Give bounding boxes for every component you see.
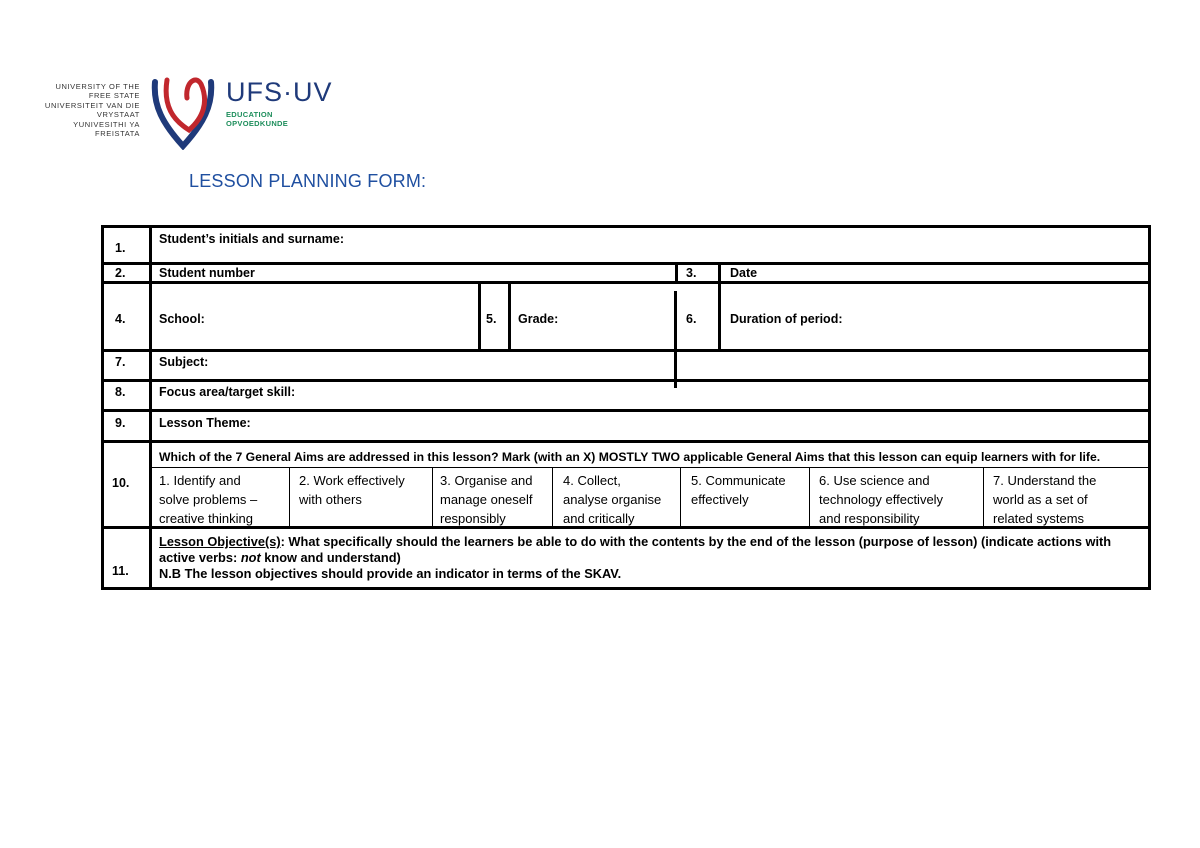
brand-sub-line: OPVOEDKUNDE — [226, 119, 289, 128]
university-name — [30, 82, 140, 138]
lesson-objectives-tail: know and understand) — [260, 550, 401, 565]
aim-option-1[interactable]: 1. Identify and solve problems – creative thinking — [159, 473, 258, 526]
row-number: 9. — [115, 416, 126, 430]
subject-label: Subject: — [159, 355, 209, 369]
university-line: UNIVERSITY OF THE — [55, 82, 140, 91]
date-label: Date — [730, 266, 758, 280]
duration-label: Duration of period: — [730, 312, 843, 326]
row-number: 4. — [115, 312, 126, 326]
aim-option-3[interactable]: 3. Organise and manage oneself responsibly — [440, 473, 533, 526]
aim-option-5[interactable]: 5. Communicate effectively — [691, 473, 786, 507]
lesson-theme-field[interactable] — [264, 413, 1144, 439]
lesson-theme-label: Lesson Theme: — [159, 416, 251, 430]
subject-field[interactable] — [224, 353, 1144, 379]
row-number: 11. — [112, 564, 129, 578]
grade-label: Grade: — [518, 312, 559, 326]
date-field[interactable] — [774, 265, 1144, 281]
university-line: FREE STATE — [88, 91, 140, 101]
lesson-objectives-question: : What specifically should the learners be able to do with the contents by the end of the lesson (purpose of lesson) (indicate actions with active verbs: — [159, 534, 1112, 565]
lesson-objectives-text — [159, 534, 1149, 582]
lesson-objectives-note: N.B The lesson objectives should provide an indicator in terms of the SKAV. — [159, 566, 622, 581]
general-aims-question: Which of the 7 General Aims are addressed in this lesson? Mark (with an X) MOSTLY TWO applicable General Aims that this lesson can equip learners with for life. — [159, 450, 1101, 464]
brand-name: UFS·UV — [226, 77, 333, 107]
focus-area-label: Focus area/target skill: — [159, 385, 296, 399]
row-number: 1. — [115, 241, 126, 255]
student-name-field[interactable] — [404, 230, 1144, 260]
row-number: 10. — [112, 476, 130, 490]
aim-option-2[interactable]: 2. Work effectively with others — [299, 473, 405, 507]
aim-option-7[interactable]: 7. Understand the world as a set of related systems — [993, 473, 1097, 526]
university-line: UNIVERSITEIT VAN DIE — [44, 100, 140, 110]
duration-field[interactable] — [864, 286, 1144, 348]
row-number: 5. — [486, 312, 497, 326]
university-line: VRYSTAAT — [96, 110, 140, 120]
row-number: 6. — [686, 312, 697, 326]
student-name-label: Student’s initials and surname: — [159, 232, 344, 246]
row-number: 8. — [115, 385, 126, 399]
student-number-label: Student number — [159, 266, 255, 280]
aim-option-6[interactable]: 6. Use science and technology effectively and responsibility — [819, 473, 944, 526]
row-number: 2. — [115, 266, 126, 280]
lesson-objectives-label: Lesson Objective(s) — [159, 534, 281, 549]
row-number: 3. — [686, 266, 697, 280]
student-number-field[interactable] — [304, 265, 672, 281]
brand-subtitle — [226, 110, 288, 128]
ufs-emblem-icon — [149, 76, 217, 150]
emphasis-not: not — [240, 550, 261, 565]
brand-sub-line: EDUCATION — [226, 110, 273, 119]
aim-option-4[interactable]: 4. Collect, analyse organise and critically — [563, 473, 662, 526]
focus-area-field[interactable] — [314, 383, 1144, 409]
grade-field[interactable] — [564, 286, 670, 348]
lesson-planning-table — [101, 225, 1151, 590]
school-field[interactable] — [214, 286, 474, 348]
university-line: FREISTATA — [95, 129, 140, 139]
form-title: LESSON PLANNING FORM: — [189, 171, 427, 191]
school-label: School: — [159, 312, 205, 326]
university-line: YUNIVESITHI YA — [73, 119, 140, 129]
row-number: 7. — [115, 355, 126, 369]
